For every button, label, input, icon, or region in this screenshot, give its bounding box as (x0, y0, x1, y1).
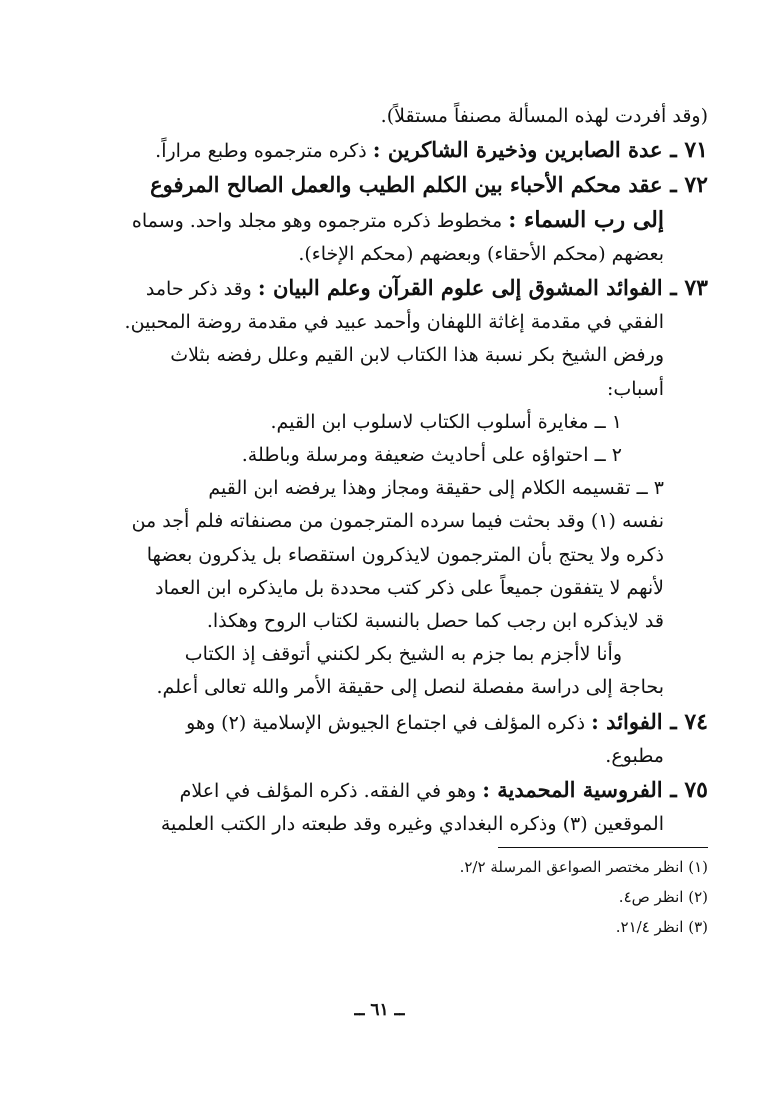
line-text: وقد ذكر حامد (145, 278, 258, 301)
entry-74 (96, 705, 708, 740)
text-line (96, 100, 708, 133)
line-text: ذكره المؤلف في اجتماع الجيوش الإسلامية (٢) وهو (186, 711, 592, 734)
line-text: لأنهم لا يتفقون جميعاً على ذكر كتب محددة بل مايذكره ابن العماد (155, 576, 664, 599)
line-text: مخطوط ذكره مترجموه وهو مجلد واحد. وسماه (131, 209, 509, 232)
line-text: أسباب: (606, 377, 664, 400)
text-line (96, 238, 708, 271)
line-text: بعضهم (محكم الأحقاء) وبعضهم (محكم الإخاء). (298, 242, 664, 265)
reason-2 (96, 439, 708, 472)
text-line (96, 572, 708, 605)
entry-title: الفروسية المحمدية : (482, 777, 663, 803)
reason-3 (96, 472, 708, 505)
entry-title: الفوائد : (591, 708, 663, 734)
line-text: وهو في الفقه. ذكره المؤلف في اعلام (179, 780, 483, 803)
entry-title: عقد محكم الأحباء بين الكلم الطيب والعمل الصالح المرفوع (150, 172, 663, 198)
entry-number: ٧٤ ـ (662, 708, 708, 735)
page-body (96, 100, 708, 942)
entry-73 (96, 271, 708, 306)
text-line (96, 638, 708, 671)
line-text: قد لايذكره ابن رجب كما حصل بالنسبة لكتاب الروح وهكذا. (206, 610, 664, 633)
footnote-divider (498, 847, 708, 848)
footnote-2: (٢) انظر ص٤. (618, 888, 708, 907)
line-text: وأنا لاأجزم بما جزم به الشيخ بكر لكنني أتوقف إذ الكتاب (184, 643, 622, 666)
text-line (96, 605, 708, 638)
line-text: ورفض الشيخ بكر نسبة هذا الكتاب لابن القيم وعلل رفضه بثلاث (170, 344, 664, 367)
text-line (96, 306, 708, 339)
entry-72-continued (96, 204, 708, 238)
footnote-1: (١) انظر مختصر الصواعق المرسلة ٢/٢. (459, 858, 708, 877)
line-text: ٣ ــ تقسيمه الكلام إلى حقيقة ومجاز وهذا يرفضه ابن القيم (208, 477, 664, 500)
entry-number: ٧١ ـ (662, 137, 708, 164)
line-text: الموقعين (٣) وذكره البغدادي وغيره وقد طبعته دار الكتب العلمية (160, 813, 664, 836)
text-line (96, 808, 708, 841)
line-text: بحاجة إلى دراسة مفصلة لنصل إلى حقيقة الأمر والله تعالى أعلم. (156, 676, 664, 699)
text-line (96, 740, 708, 773)
reason-1 (96, 406, 708, 439)
line-text: ذكره ولا يحتج بأن المترجمون لايذكرون استقصاء بل يذكرون بعضها (146, 543, 664, 566)
entry-title: إلى رب السماء : (508, 206, 664, 233)
line-text: الفقي في مقدمة إغاثة اللهفان وأحمد عبيد في مقدمة روضة المحبين. (124, 311, 664, 334)
text-line (96, 373, 708, 406)
entry-number: ٧٣ ـ (662, 275, 708, 302)
line-text: مطبوع. (605, 744, 664, 767)
entry-75 (96, 773, 708, 808)
line-text: ١ ــ مغايرة أسلوب الكتاب لاسلوب ابن القيم. (270, 410, 622, 433)
entry-title: عدة الصابرين وذخيرة الشاكرين : (372, 137, 663, 163)
text-line (96, 505, 708, 538)
line-text: ذكره مترجموه وطبع مراراً. (155, 140, 373, 163)
text-line (96, 339, 708, 372)
page-number: ــ ٦١ ــ (354, 1000, 405, 1020)
entry-71 (96, 133, 708, 168)
line-text: (وقد أفردت لهذه المسألة مصنفاً مستقلاً). (380, 105, 708, 127)
entry-72 (96, 168, 708, 203)
line-text: ٢ ــ احتواؤه على أحاديث ضعيفة ومرسلة وباطلة. (241, 444, 622, 467)
entry-number: ٧٢ ـ (662, 172, 708, 199)
text-line (96, 671, 708, 704)
entry-number: ٧٥ ـ (662, 777, 708, 804)
footnote-3: (٣) انظر ٢١/٤. (615, 918, 708, 937)
text-line (96, 539, 708, 572)
entry-title: الفوائد المشوق إلى علوم القرآن وعلم البيان : (257, 275, 663, 301)
line-text: نفسه (١) وقد بحثت فيما سرده المترجمون من مصنفاته فلم أجد من (131, 510, 664, 533)
